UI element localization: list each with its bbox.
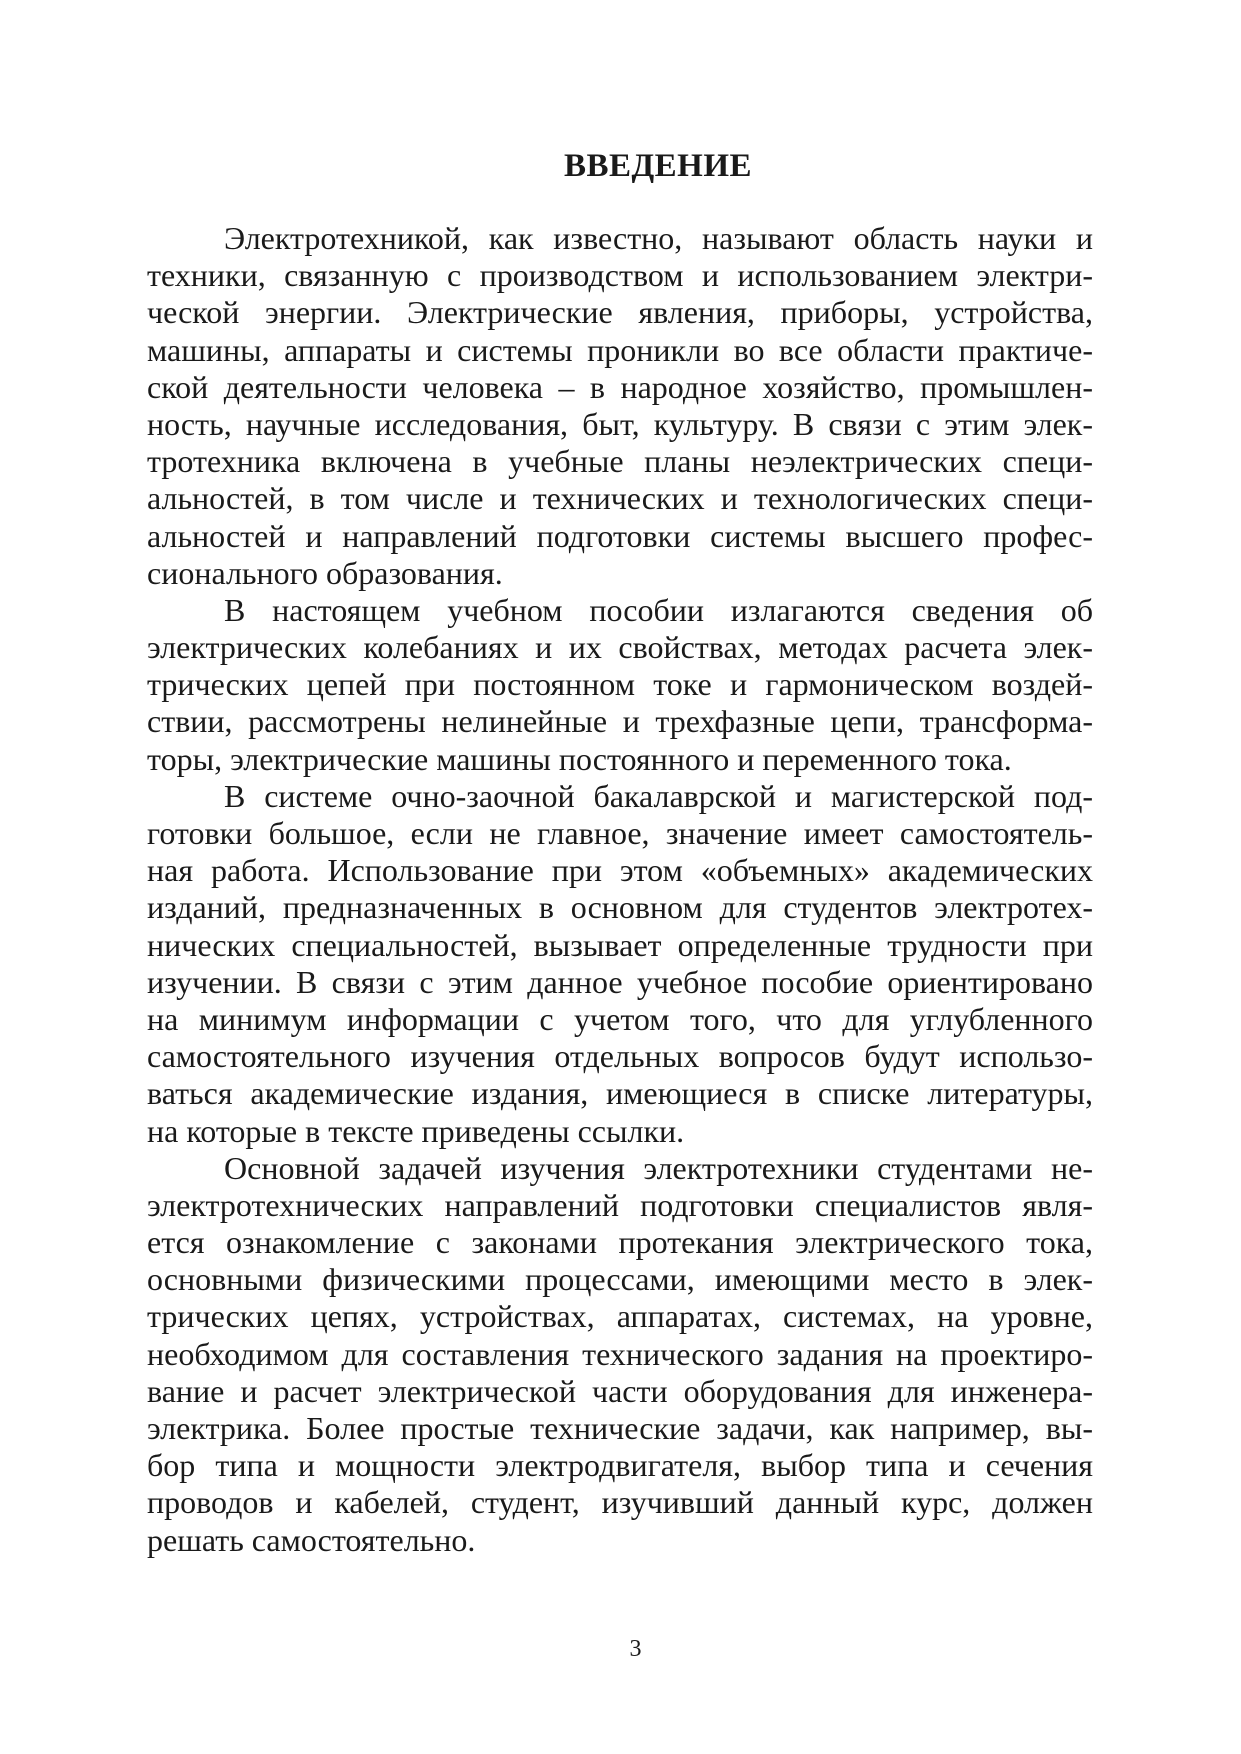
text-line: электрических колебаниях и их свойствах, методах расчета элек-	[147, 629, 1093, 666]
text-line: проводов и кабелей, студент, изучивший данный курс, должен	[147, 1484, 1093, 1521]
text-line: ется ознакомление с законами протекания электрического тока,	[147, 1224, 1093, 1261]
text-line: Основной задачей изучения электротехники студентами не-	[224, 1149, 1093, 1186]
text-line: самостоятельного изучения отдельных вопросов будут использо-	[147, 1038, 1093, 1075]
text-line: изданий, предназначенных в основном для студентов электротех-	[147, 889, 1093, 926]
text-line: готовки большое, если не главное, значение имеет самостоятель-	[147, 815, 1093, 851]
text-line: трических цепях, устройствах, аппаратах, системах, на уровне,	[147, 1298, 1093, 1335]
text-line: ность, научные исследования, быт, культуру. В связи с этим элек-	[147, 405, 1093, 442]
text-line: решать самостоятельно.	[147, 1521, 476, 1558]
page-number: 3	[629, 1636, 642, 1662]
text-line: бор типа и мощности электродвигателя, выбор типа и сечения	[147, 1447, 1093, 1484]
page-title: ВВЕДЕНИЕ	[563, 148, 753, 184]
text-line: на которые в тексте приведены ссылки.	[147, 1112, 685, 1149]
text-line: необходимом для составления технического задания на проектиро-	[147, 1335, 1093, 1372]
text-line: техники, связанную с производством и использованием электри-	[147, 257, 1093, 294]
text-line: электрика. Более простые технические задачи, как например, вы-	[147, 1410, 1093, 1446]
text-line: вание и расчет электрической части оборудования для инженера-	[147, 1372, 1093, 1409]
text-line: ствии, рассмотрены нелинейные и трехфазные цепи, трансформа-	[147, 703, 1093, 740]
text-line: электротехнических направлений подготовки специалистов явля-	[147, 1186, 1093, 1223]
text-line: ваться академические издания, имеющиеся в списке литературы,	[147, 1075, 1093, 1112]
text-line: ная работа. Использование при этом «объемных» академических	[147, 852, 1093, 889]
text-line: альностей, в том числе и технических и технологических специ-	[147, 480, 1093, 517]
text-line: альностей и направлений подготовки системы высшего профес-	[147, 517, 1093, 554]
text-line: ской деятельности человека – в народное хозяйство, промышлен-	[147, 368, 1093, 405]
text-line: машины, аппараты и системы проникли во все области практиче-	[147, 331, 1093, 368]
text-line: изучении. В связи с этим данное учебное пособие ориентировано	[147, 963, 1093, 1000]
text-line: В системе очно-заочной бакалаврской и магистерской под-	[224, 777, 1093, 814]
text-line: основными физическими процессами, имеющими место в элек-	[147, 1261, 1093, 1298]
text-line: тротехника включена в учебные планы неэлектрических специ-	[147, 443, 1093, 480]
text-line: ческой энергии. Электрические явления, приборы, устройства,	[147, 294, 1093, 331]
text-line: нических специальностей, вызывает определенные трудности при	[147, 926, 1093, 963]
text-line: сионального образования.	[147, 554, 503, 591]
text-line: трических цепей при постоянном токе и гармоническом воздей-	[147, 666, 1093, 703]
text-line: В настоящем учебном пособии излагаются сведения об	[224, 591, 1093, 628]
text-line: торы, электрические машины постоянного и переменного тока.	[147, 740, 1012, 777]
text-line: Электротехникой, как известно, называют область науки и	[224, 220, 1093, 256]
text-line: на минимум информации с учетом того, что для углубленного	[147, 1000, 1093, 1037]
body-text	[147, 220, 1093, 1559]
